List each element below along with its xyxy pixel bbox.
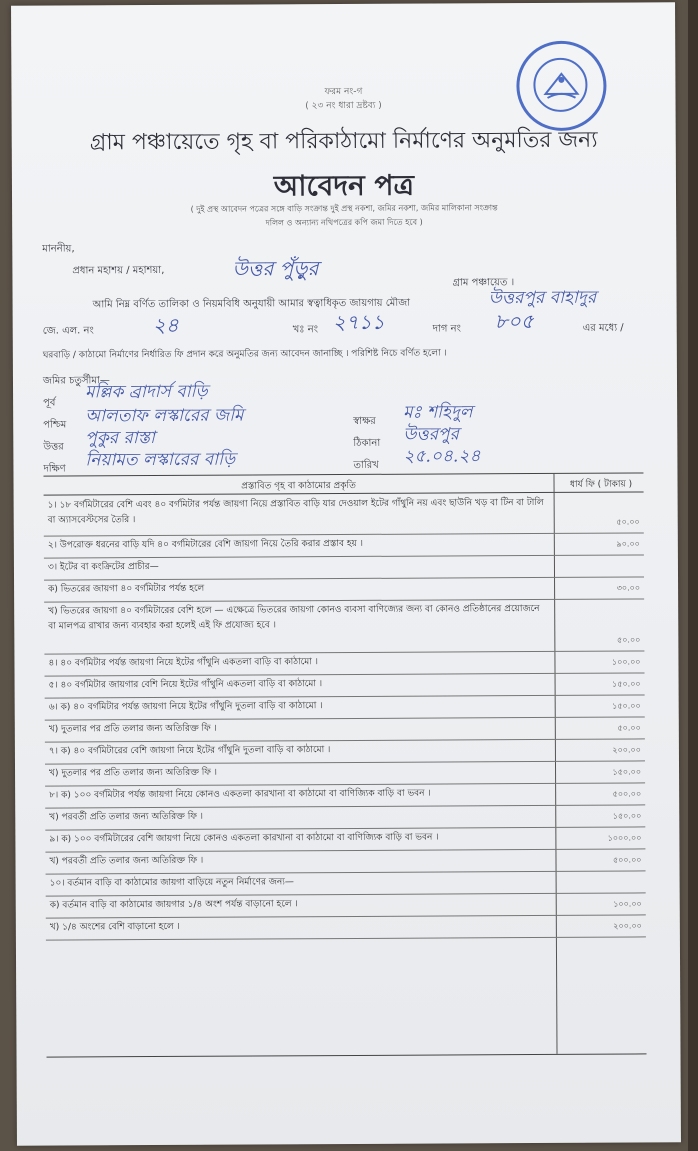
address-value: উত্তরপুর: [403, 424, 459, 445]
addressee-value: উত্তর পুঁড়ুর: [232, 256, 319, 281]
fee-row-description: ক) ভিতরের জায়গা ৪০ বর্গমিটার পর্যন্ত হলে: [48, 583, 205, 595]
north-value: পুকুর রাস্তা: [85, 427, 155, 449]
fee-row-description: ১। ১৮ বর্গমিটারের বেশি এবং ৪০ বর্গমিটার পর্যন্ত জায়গা নিয়ে প্রস্তাবিত বাড়ি যার দেওয়াল ইটের গাঁথুনি নয় এবং ছাউনি খড় বা টিন বা টালি বা অ্যাসবেস্টসের তৈরি ।: [47, 497, 544, 526]
fee-row-description: ক) বর্তমান বাড়ি বা কাঠামোর জায়গার ১/৪ অংশ পর্যন্ত বাড়ানো হলে ।: [49, 899, 298, 911]
jl-number-label: জে. এল. নং: [42, 325, 94, 337]
purpose-text: ঘরবাড়ি / কাঠামো নির্মাণের নির্ধারিত ফি প্রদান করে অনুমতির জন্য আবেদন জানাচ্ছি । পরিশিষ্ট নিচে বর্ণিত হলো ।: [42, 348, 447, 361]
column-header-fee: ধার্য ফি ( টাকায় ): [569, 479, 633, 490]
form-number: ফরম নং-গ: [324, 86, 363, 98]
mouza-value: উত্তরপুর বাহাদুর: [488, 287, 597, 309]
form-subtitle: আবেদন পত্র: [273, 168, 415, 203]
east-value: মল্লিক ব্রাদার্স বাড়ি: [84, 381, 208, 403]
fee-row-description: ৭। ক) ৪০ বর্গমিটারের বেশি জায়গা নিয়ে ইটের গাঁথুনি দুতলা বাড়ি বা কাঠামো ।: [48, 745, 331, 757]
fee-row-amount: ৫০.০০: [616, 517, 640, 527]
signature-label: স্বাক্ষর: [353, 415, 376, 427]
fee-row-amount: ২০০.০০: [613, 921, 642, 931]
fee-table: [43, 472, 646, 1057]
north-label: উত্তর: [43, 441, 64, 453]
boundary-label: জমির চতুর্সীমা—: [42, 375, 110, 387]
fee-row-amount: ১০০০.০০: [607, 833, 642, 843]
fee-row-amount: ১০০.০০: [611, 657, 641, 667]
fee-row-description: খ) ১/৪ অংশের বেশি বাড়ানো হলে ।: [49, 921, 180, 933]
rule-reference: ( ২৩ নং ধারা দ্রষ্টব্য ): [305, 100, 382, 112]
fee-row-amount: ১৫০.০০: [612, 767, 642, 777]
fee-row-description: ৯। ক) ১০০ বর্গমিটারের বেশি জায়গা নিয়ে কোনও একতলা কারখানা বা কাঠামো বা বাণিজ্যিক বাড়ি বা ভবন ।: [49, 832, 439, 845]
date-label: তারিখ: [353, 459, 379, 471]
fee-row-amount: ২০০.০০: [612, 745, 641, 755]
west-label: পশ্চিম: [43, 419, 67, 431]
addressee-label: প্রধান মহাশয় / মহাশয়া,: [72, 264, 165, 277]
fee-row-description: ২। উপরোক্ত ধরনের বাড়ি যদি ৪০ বর্গমিটারের বেশি জায়গা নিয়ে তৈরি করার প্রস্তাব হয় ।: [47, 538, 363, 551]
fee-row-description: খ) পরবর্তী প্রতি তলার জন্য অতিরিক্ত ফি ।: [49, 811, 204, 823]
instruction-note-line-1: ( দুই প্রস্থ আবেদন পত্রের সঙ্গে বাড়ি সংক্রান্ত দুই প্রস্থ নকশা, জমির নকশা, জমির মালিকানা সংক্রান্ত: [190, 203, 498, 214]
fee-row-description: খ) দুতলার পর প্রতি তলার জন্য অতিরিক্ত ফি ।: [49, 767, 218, 779]
fee-table-row: [46, 914, 646, 940]
instruction-note-line-2: দলিল ও অন্যান্য নথিপত্রের কপি জমা দিতে হবে ): [265, 217, 423, 228]
dag-label: দাগ নং: [432, 323, 461, 335]
south-value: নিয়ামত লস্কারের বাড়ি: [85, 449, 236, 471]
date-value: ২৫.০৪.২৪: [403, 446, 481, 467]
fee-row-description: ৪। ৪০ বর্গমিটার পর্যন্ত জায়গা নিয়ে ইটের গাঁথুনি একতলা বাড়ি বা কাঠামো ।: [48, 657, 319, 669]
signature-value: মঃ শহিদুল: [403, 402, 473, 423]
khatian-value: ২৭১১: [332, 309, 385, 335]
fee-row-amount: ৫০০.০০: [612, 855, 642, 865]
salutation: মাননীয়,: [42, 243, 75, 255]
area-suffix: এর মধ্যে /: [582, 322, 624, 334]
gram-panchayat-label: গ্রাম পঞ্চায়েত ।: [452, 277, 515, 289]
fee-row-amount: ৯০.০০: [616, 539, 640, 549]
application-form-page: [11, 2, 681, 1145]
fee-row-description: খ) পরবর্তী প্রতি তলার জন্য অতিরিক্ত ফি ।: [49, 855, 204, 867]
fee-row-description: খ) ভিতরের জায়গা ৪০ বর্গমিটারের বেশি হলে — এক্ষেত্রে ভিতরের জায়গা কোনও ব্যবসা বাণিজ্যের জন্য বা কোনও প্রতিষ্ঠানের প্রয়োজনে বা মালপত্র রাখার জন্য ব্যবহার করা হলেই এই ফি প্রযোজ্য হবে ।: [48, 603, 540, 632]
fee-row-description: ৬। ক) ৪০ বর্গমিটার পর্যন্ত জায়গা নিয়ে ইটের গাঁথুনি দুতলা বাড়ি বা কাঠামো ।: [48, 701, 323, 713]
jl-number-value: ২৪: [152, 312, 179, 338]
fee-row-amount: ১৫০.০০: [612, 811, 642, 821]
fee-row-amount: ৫০০.০০: [612, 789, 642, 799]
form-title: গ্রাম পঞ্চায়েতে গৃহ বা পরিকাঠামো নির্মাণের অনুমতির জন্য: [89, 127, 598, 156]
column-header-description: প্রস্তাবিত গৃহ বা কাঠামোর প্রকৃতি: [241, 480, 356, 492]
fee-row-description: ৩। ইটের বা কংক্রিটের প্রাচীর—: [47, 561, 159, 573]
fee-row-description: ৫। ৪০ বর্গমিটার জায়গার বেশি নিয়ে ইটের গাঁথুনি একতলা বাড়ি বা কাঠামো ।: [48, 679, 323, 691]
fee-row-amount: ৫০.০০: [616, 635, 641, 645]
fee-row-amount: ১৫০.০০: [612, 679, 641, 689]
address-label: ঠিকানা: [353, 437, 381, 449]
fee-row-amount: ৩০.০০: [616, 583, 641, 593]
dag-value: ৮০৫: [494, 309, 534, 334]
fee-row-amount: ১৫০.০০: [612, 701, 641, 711]
background-edge: [688, 0, 698, 1151]
fee-table-row: [44, 598, 644, 654]
fee-row-amount: ১০০.০০: [613, 899, 642, 909]
fee-row-description: খ) দুতলার পর প্রতি তলার জন্য অতিরিক্ত ফি ।: [48, 723, 217, 735]
declaration-text: আমি নিম্ন বর্ণিত তালিকা ও নিয়মবিধি অনুযায়ী আমার স্বত্বাধিকৃত জায়গায় মৌজা: [92, 297, 411, 311]
east-label: পূর্ব: [43, 397, 56, 409]
south-label: দক্ষিণ: [43, 463, 66, 475]
fee-row-description: ১০। বর্তমান বাড়ি বা কাঠামোর জায়গা বাড়িয়ে নতুন নির্মাণের জন্য—: [49, 877, 294, 889]
west-value: আলতাফ লস্কারের জমি: [85, 405, 244, 427]
fee-table-row: [44, 492, 644, 536]
fee-row-description: ৮। ক) ১০০ বর্গমিটার পর্যন্ত জায়গা নিয়ে কোনও একতলা কারখানা বা কাঠামো বা বাণিজ্যিক বাড়ি বা ভবন ।: [49, 788, 431, 801]
fee-row-amount: ৫০.০০: [617, 723, 641, 733]
khatian-label: খঃ নং: [292, 324, 319, 336]
